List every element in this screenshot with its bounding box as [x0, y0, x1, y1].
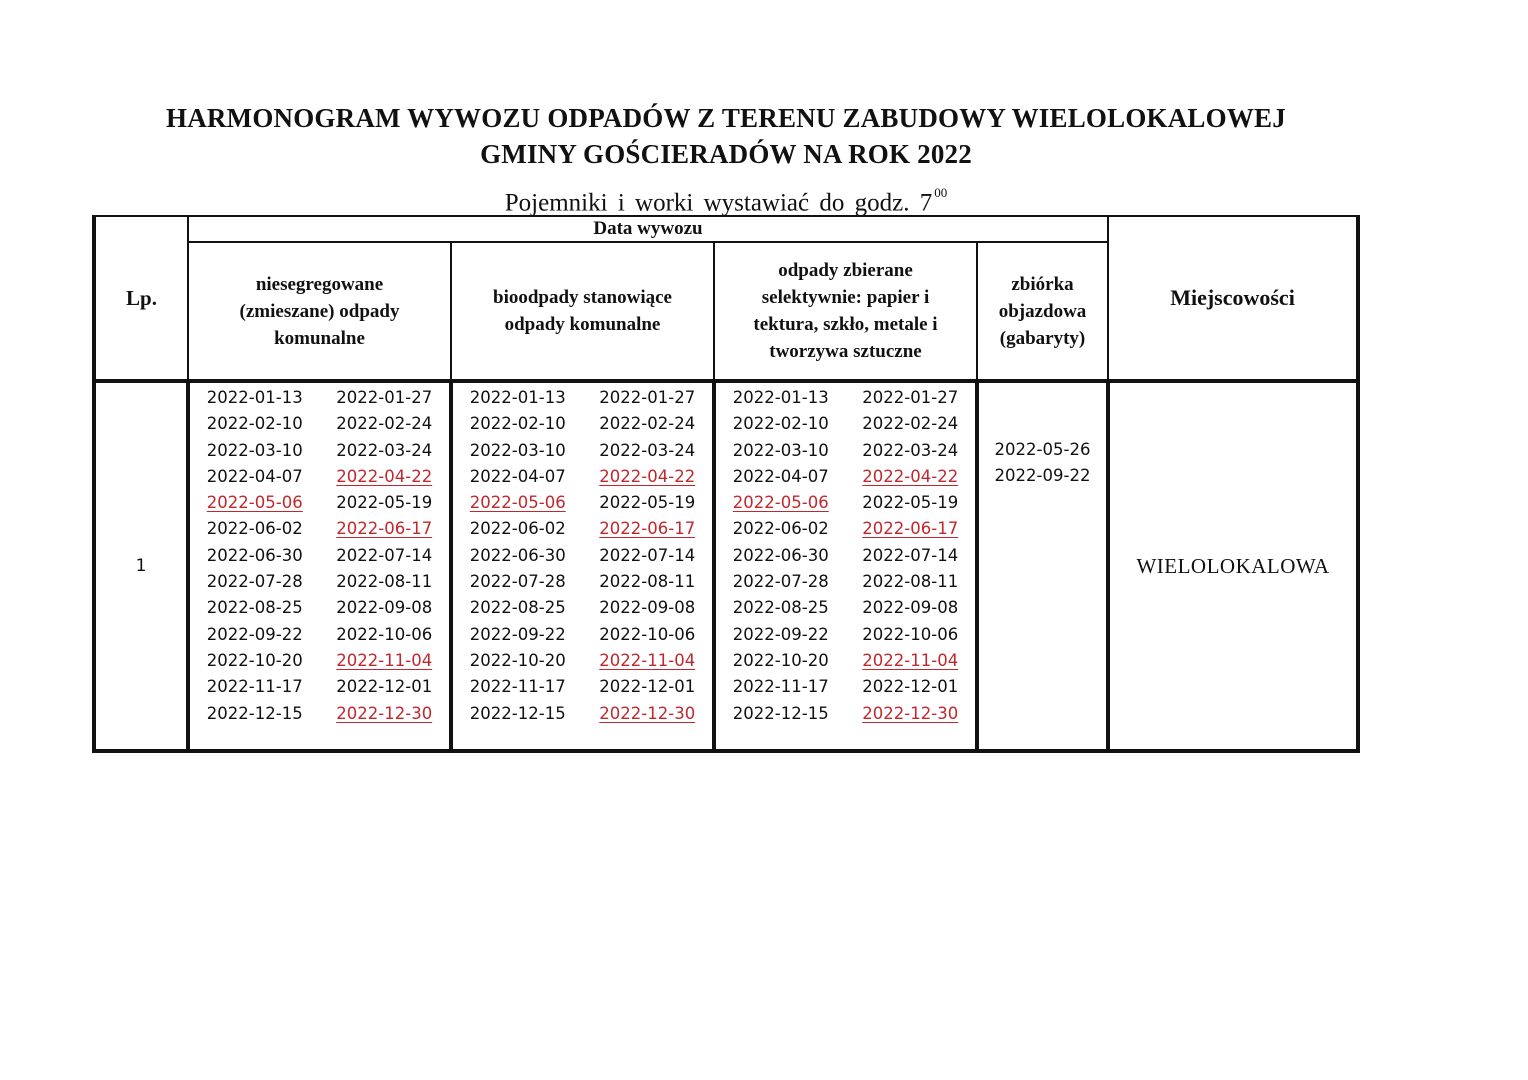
collection-date: 2022-09-08 — [599, 598, 696, 618]
collection-date: 2022-04-07 — [206, 466, 303, 486]
row-lp: 1 — [94, 381, 188, 751]
date-row — [716, 622, 975, 648]
header-bulky-waste-text: zbiórka objazdowa (gabaryty) — [998, 273, 1087, 349]
collection-date: 2022-06-02 — [732, 519, 829, 539]
date-row — [190, 701, 449, 727]
highlighted-date: 2022-06-17 — [862, 519, 959, 539]
collection-date: 2022-02-24 — [599, 414, 696, 434]
collection-date: 2022-03-24 — [336, 440, 433, 460]
date-row — [453, 595, 712, 621]
collection-date: 2022-12-01 — [599, 677, 696, 697]
collection-date: 2022-10-20 — [206, 650, 303, 670]
header-biowaste — [451, 242, 714, 381]
subtitle-text: Pojemniki i worki wystawiać do godz. 7 — [504, 189, 933, 217]
bulky-date-list — [979, 437, 1106, 490]
date-row — [453, 674, 712, 700]
date-row — [453, 464, 712, 490]
collection-date: 2022-02-24 — [336, 414, 433, 434]
date-list — [453, 383, 712, 727]
collection-date: 2022-12-15 — [469, 703, 566, 723]
collection-date: 2022-09-22 — [206, 624, 303, 644]
collection-date: 2022-10-20 — [732, 650, 829, 670]
collection-date: 2022-12-01 — [862, 677, 959, 697]
date-row — [716, 411, 975, 437]
date-row — [190, 543, 449, 569]
collection-date: 2022-08-25 — [206, 598, 303, 618]
date-list — [716, 383, 975, 727]
title-line-1: HARMONOGRAM WYWOZU ODPADÓW Z TERENU ZABUDOWY WIELOLOKALOWEJ — [166, 103, 1286, 133]
document-title — [0, 100, 1452, 172]
collection-date: 2022-08-11 — [336, 572, 433, 592]
date-row — [190, 464, 449, 490]
date-row — [716, 569, 975, 595]
collection-date: 2022-12-15 — [206, 703, 303, 723]
collection-date: 2022-07-14 — [336, 545, 433, 565]
highlighted-date: 2022-06-17 — [336, 519, 433, 539]
collection-date: 2022-11-17 — [206, 677, 303, 697]
highlighted-date: 2022-05-06 — [206, 493, 303, 513]
highlighted-date: 2022-04-22 — [862, 466, 959, 486]
date-row — [190, 622, 449, 648]
collection-date: 2022-07-28 — [206, 572, 303, 592]
schedule-table — [92, 215, 1360, 753]
collection-date: 2022-04-07 — [732, 466, 829, 486]
date-row — [190, 385, 449, 411]
date-row — [453, 438, 712, 464]
collection-date: 2022-07-28 — [469, 572, 566, 592]
collection-date: 2022-09-08 — [862, 598, 959, 618]
collection-date: 2022-12-01 — [336, 677, 433, 697]
title-line-2: GMINY GOŚCIERADÓW NA ROK 2022 — [480, 139, 972, 169]
date-row — [453, 569, 712, 595]
collection-date: 2022-03-10 — [469, 440, 566, 460]
collection-date: 2022-03-24 — [862, 440, 959, 460]
collection-date: 2022-01-27 — [599, 388, 696, 407]
collection-date: 2022-04-07 — [469, 466, 566, 486]
collection-date: 2022-07-28 — [732, 572, 829, 592]
collection-date: 2022-03-10 — [732, 440, 829, 460]
collection-date: 2022-08-25 — [469, 598, 566, 618]
date-row — [453, 411, 712, 437]
subtitle-hour-sup: 00 — [934, 185, 948, 200]
collection-date: 2022-11-17 — [732, 677, 829, 697]
header-data-wywozu: Data wywozu — [188, 216, 1108, 242]
header-biowaste-text: bioodpady stanowiące odpady komunalne — [493, 287, 672, 335]
date-row — [190, 595, 449, 621]
date-row — [716, 595, 975, 621]
collection-date: 2022-02-24 — [862, 414, 959, 434]
date-list — [190, 383, 449, 727]
bulky-date: 2022-05-26 — [994, 440, 1091, 459]
highlighted-date: 2022-11-04 — [862, 650, 959, 670]
collection-date: 2022-01-13 — [732, 388, 829, 407]
highlighted-date: 2022-05-06 — [732, 493, 829, 513]
collection-date: 2022-06-02 — [206, 519, 303, 539]
header-selective-waste — [714, 242, 977, 381]
highlighted-date: 2022-12-30 — [599, 703, 696, 723]
date-row — [716, 543, 975, 569]
collection-date: 2022-01-13 — [206, 388, 303, 407]
date-row — [453, 543, 712, 569]
collection-date: 2022-09-22 — [732, 624, 829, 644]
bulky-date: 2022-09-22 — [994, 466, 1091, 486]
place-name: WIELOLOKALOWA — [1108, 381, 1358, 751]
date-row — [716, 516, 975, 542]
collection-date: 2022-05-19 — [336, 493, 433, 513]
header-mixed-waste — [188, 242, 451, 381]
dates-mixed-waste — [188, 381, 451, 751]
date-row — [190, 648, 449, 674]
highlighted-date: 2022-11-04 — [336, 650, 433, 670]
collection-date: 2022-10-06 — [599, 624, 696, 644]
dates-biowaste — [451, 381, 714, 751]
collection-date: 2022-06-30 — [469, 545, 566, 565]
collection-date: 2022-03-24 — [599, 440, 696, 460]
highlighted-date: 2022-06-17 — [599, 519, 696, 539]
collection-date: 2022-02-10 — [732, 414, 829, 434]
date-row — [453, 622, 712, 648]
highlighted-date: 2022-11-04 — [599, 650, 696, 670]
collection-date: 2022-09-08 — [336, 598, 433, 618]
collection-date: 2022-12-15 — [732, 703, 829, 723]
date-row — [190, 516, 449, 542]
collection-date: 2022-01-13 — [469, 388, 566, 407]
date-row — [716, 490, 975, 516]
collection-date: 2022-06-30 — [206, 545, 303, 565]
header-mixed-waste-text: niesegregowane (zmieszane) odpady komunalne — [239, 273, 400, 349]
date-row — [716, 464, 975, 490]
dates-selective-waste — [714, 381, 977, 751]
header-selective-waste-text: odpady zbierane selektywnie: papier i tektura, szkło, metale i tworzywa sztuczne — [753, 260, 938, 362]
date-row — [190, 674, 449, 700]
collection-date: 2022-02-10 — [206, 414, 303, 434]
collection-date: 2022-01-27 — [336, 388, 433, 407]
header-bulky-waste — [977, 242, 1108, 381]
highlighted-date: 2022-05-06 — [469, 493, 566, 513]
collection-date: 2022-08-11 — [599, 572, 696, 592]
highlighted-date: 2022-04-22 — [599, 466, 696, 486]
highlighted-date: 2022-04-22 — [336, 466, 433, 486]
date-row — [453, 385, 712, 411]
collection-date: 2022-02-10 — [469, 414, 566, 434]
collection-date: 2022-05-19 — [862, 493, 959, 513]
collection-date: 2022-08-11 — [862, 572, 959, 592]
collection-date: 2022-01-27 — [862, 388, 959, 407]
collection-date: 2022-10-06 — [862, 624, 959, 644]
date-row — [716, 674, 975, 700]
date-row — [716, 648, 975, 674]
date-row — [190, 490, 449, 516]
collection-date: 2022-06-02 — [469, 519, 566, 539]
date-row — [453, 701, 712, 727]
date-row — [716, 701, 975, 727]
highlighted-date: 2022-12-30 — [862, 703, 959, 723]
date-row — [453, 648, 712, 674]
date-row — [453, 516, 712, 542]
date-row — [190, 411, 449, 437]
collection-date: 2022-06-30 — [732, 545, 829, 565]
collection-date: 2022-03-10 — [206, 440, 303, 460]
collection-date: 2022-09-22 — [469, 624, 566, 644]
date-row — [190, 438, 449, 464]
collection-date: 2022-10-06 — [336, 624, 433, 644]
date-row — [190, 569, 449, 595]
date-row — [716, 438, 975, 464]
date-row — [453, 490, 712, 516]
header-places: Miejscowości — [1108, 216, 1358, 381]
header-lp: Lp. — [94, 216, 188, 381]
date-row — [716, 385, 975, 411]
collection-date: 2022-07-14 — [862, 545, 959, 565]
collection-date: 2022-11-17 — [469, 677, 566, 697]
collection-date: 2022-08-25 — [732, 598, 829, 618]
collection-date: 2022-07-14 — [599, 545, 696, 565]
highlighted-date: 2022-12-30 — [336, 703, 433, 723]
dates-bulky-waste — [977, 381, 1108, 751]
collection-date: 2022-10-20 — [469, 650, 566, 670]
collection-date: 2022-05-19 — [599, 493, 696, 513]
